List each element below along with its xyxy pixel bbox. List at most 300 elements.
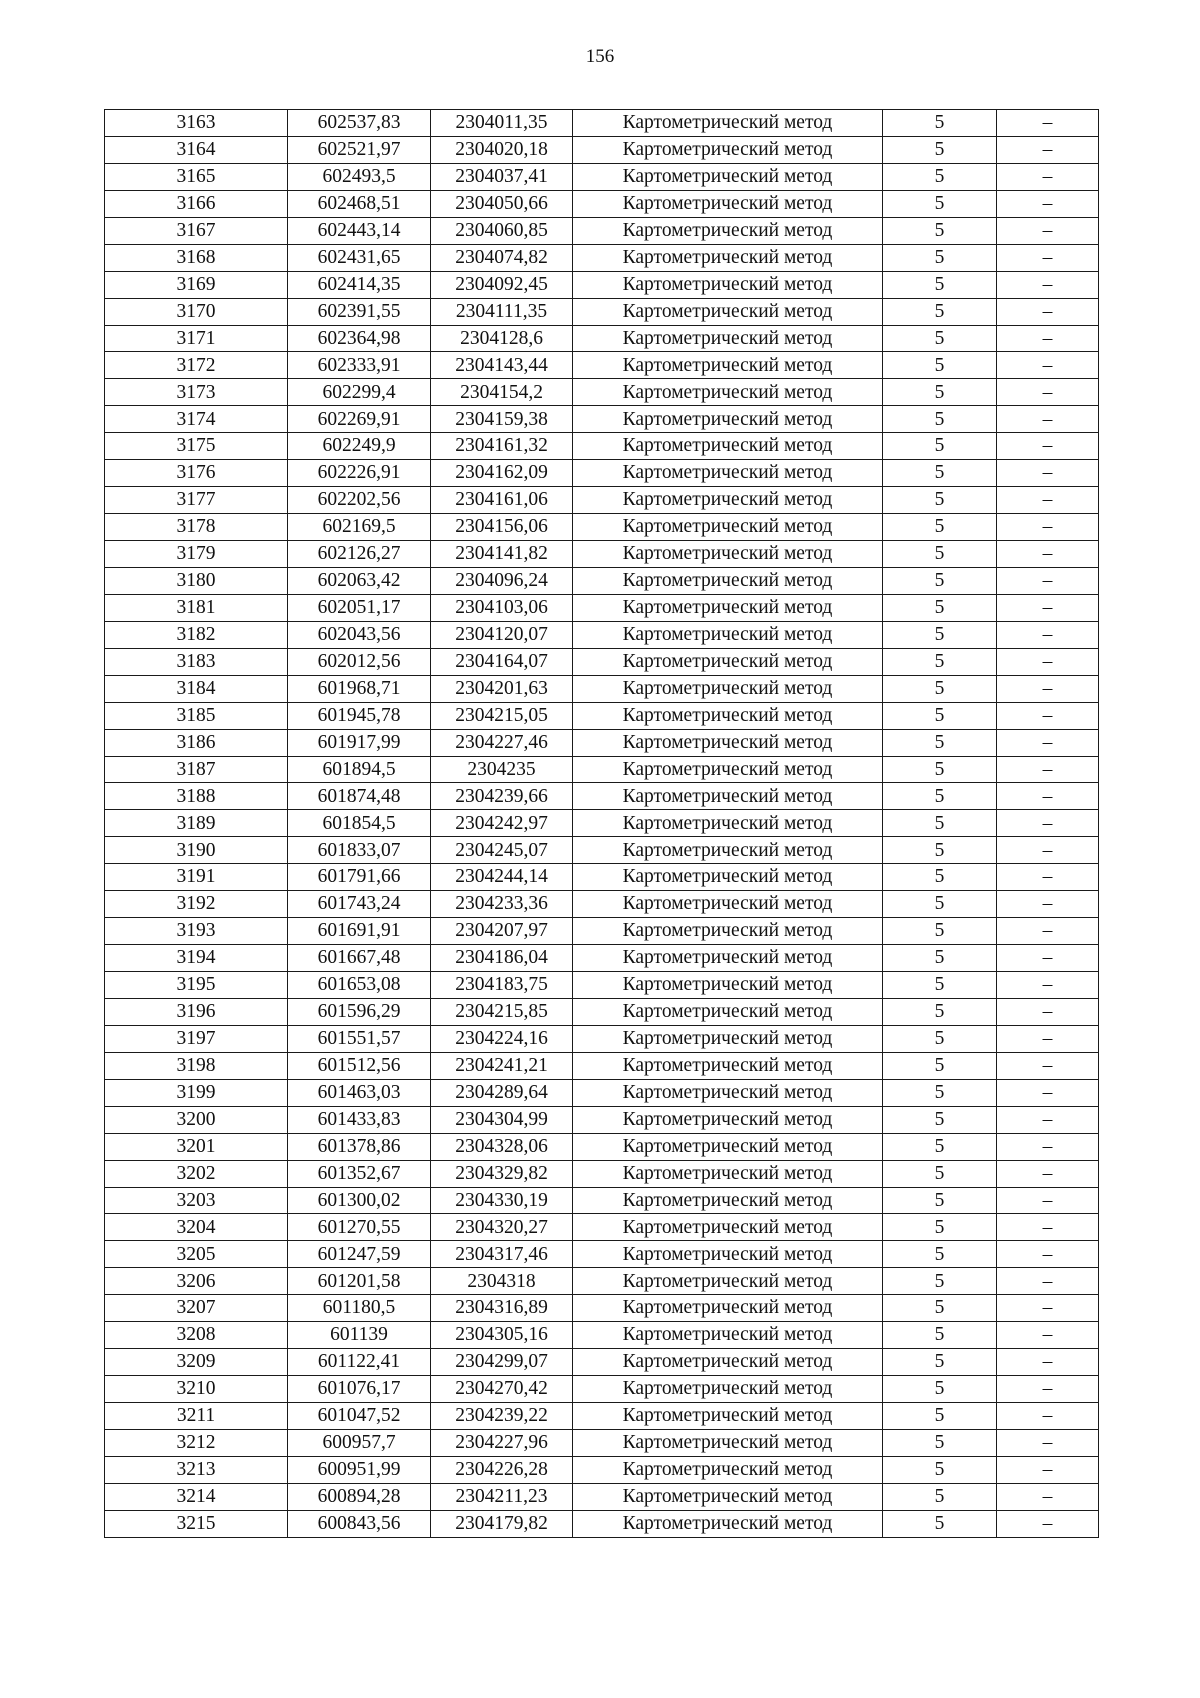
accuracy-cell: 5 — [883, 594, 997, 621]
note-cell: – — [997, 110, 1099, 137]
table-row — [105, 675, 1099, 702]
note-cell: – — [997, 837, 1099, 864]
coordinate-x-cell: 601854,5 — [288, 810, 431, 837]
accuracy-cell: 5 — [883, 783, 997, 810]
note-cell: – — [997, 1133, 1099, 1160]
point-number-cell: 3163 — [105, 110, 288, 137]
point-number-cell: 3180 — [105, 567, 288, 594]
method-cell: Картометрический метод — [573, 621, 883, 648]
table-row — [105, 217, 1099, 244]
coordinate-x-cell: 601917,99 — [288, 729, 431, 756]
point-number-cell: 3185 — [105, 702, 288, 729]
point-number-cell: 3196 — [105, 998, 288, 1025]
accuracy-cell: 5 — [883, 1429, 997, 1456]
coordinate-y-cell: 2304233,36 — [431, 891, 573, 918]
note-cell: – — [997, 406, 1099, 433]
note-cell: – — [997, 433, 1099, 460]
coordinate-y-cell: 2304120,07 — [431, 621, 573, 648]
method-cell: Картометрический метод — [573, 1376, 883, 1403]
point-number-cell: 3176 — [105, 460, 288, 487]
point-number-cell: 3205 — [105, 1241, 288, 1268]
accuracy-cell: 5 — [883, 136, 997, 163]
coordinate-y-cell: 2304328,06 — [431, 1133, 573, 1160]
table-row — [105, 567, 1099, 594]
point-number-cell: 3173 — [105, 379, 288, 406]
table-row — [105, 1106, 1099, 1133]
table-row — [105, 998, 1099, 1025]
accuracy-cell: 5 — [883, 1268, 997, 1295]
table-row — [105, 1052, 1099, 1079]
table-row — [105, 918, 1099, 945]
table-row — [105, 621, 1099, 648]
table-row — [105, 514, 1099, 541]
point-number-cell: 3195 — [105, 972, 288, 999]
coordinate-y-cell: 2304318 — [431, 1268, 573, 1295]
method-cell: Картометрический метод — [573, 163, 883, 190]
accuracy-cell: 5 — [883, 1214, 997, 1241]
note-cell: – — [997, 244, 1099, 271]
note-cell: – — [997, 163, 1099, 190]
table-row — [105, 244, 1099, 271]
note-cell: – — [997, 1025, 1099, 1052]
coordinate-y-cell: 2304156,06 — [431, 514, 573, 541]
coordinate-y-cell: 2304235 — [431, 756, 573, 783]
accuracy-cell: 5 — [883, 1160, 997, 1187]
accuracy-cell: 5 — [883, 1376, 997, 1403]
table-row — [105, 1268, 1099, 1295]
point-number-cell: 3188 — [105, 783, 288, 810]
note-cell: – — [997, 325, 1099, 352]
accuracy-cell: 5 — [883, 1079, 997, 1106]
note-cell: – — [997, 675, 1099, 702]
coordinate-y-cell: 2304161,32 — [431, 433, 573, 460]
method-cell: Картометрический метод — [573, 1456, 883, 1483]
point-number-cell: 3175 — [105, 433, 288, 460]
table-row — [105, 487, 1099, 514]
method-cell: Картометрический метод — [573, 891, 883, 918]
method-cell: Картометрический метод — [573, 1052, 883, 1079]
coordinate-y-cell: 2304162,09 — [431, 460, 573, 487]
note-cell: – — [997, 1295, 1099, 1322]
coordinate-y-cell: 2304241,21 — [431, 1052, 573, 1079]
method-cell: Картометрический метод — [573, 1133, 883, 1160]
point-number-cell: 3197 — [105, 1025, 288, 1052]
note-cell: – — [997, 1241, 1099, 1268]
note-cell: – — [997, 783, 1099, 810]
accuracy-cell: 5 — [883, 271, 997, 298]
method-cell: Картометрический метод — [573, 110, 883, 137]
accuracy-cell: 5 — [883, 541, 997, 568]
note-cell: – — [997, 1160, 1099, 1187]
point-number-cell: 3186 — [105, 729, 288, 756]
method-cell: Картометрический метод — [573, 675, 883, 702]
method-cell: Картометрический метод — [573, 594, 883, 621]
method-cell: Картометрический метод — [573, 325, 883, 352]
table-row — [105, 1403, 1099, 1430]
accuracy-cell: 5 — [883, 1483, 997, 1510]
table-row — [105, 163, 1099, 190]
method-cell: Картометрический метод — [573, 783, 883, 810]
coordinate-x-cell: 602202,56 — [288, 487, 431, 514]
point-number-cell: 3189 — [105, 810, 288, 837]
note-cell: – — [997, 648, 1099, 675]
note-cell: – — [997, 1429, 1099, 1456]
point-number-cell: 3198 — [105, 1052, 288, 1079]
note-cell: – — [997, 487, 1099, 514]
note-cell: – — [997, 136, 1099, 163]
coordinate-x-cell: 601270,55 — [288, 1214, 431, 1241]
point-number-cell: 3174 — [105, 406, 288, 433]
method-cell: Картометрический метод — [573, 217, 883, 244]
point-number-cell: 3207 — [105, 1295, 288, 1322]
point-number-cell: 3201 — [105, 1133, 288, 1160]
coordinate-y-cell: 2304242,97 — [431, 810, 573, 837]
coordinate-x-cell: 600843,56 — [288, 1510, 431, 1537]
method-cell: Картометрический метод — [573, 1349, 883, 1376]
method-cell: Картометрический метод — [573, 487, 883, 514]
method-cell: Картометрический метод — [573, 864, 883, 891]
method-cell: Картометрический метод — [573, 1510, 883, 1537]
coordinate-y-cell: 2304050,66 — [431, 190, 573, 217]
table-row — [105, 729, 1099, 756]
coordinate-x-cell: 601653,08 — [288, 972, 431, 999]
accuracy-cell: 5 — [883, 514, 997, 541]
table-row — [105, 945, 1099, 972]
coordinate-y-cell: 2304244,14 — [431, 864, 573, 891]
note-cell: – — [997, 729, 1099, 756]
accuracy-cell: 5 — [883, 918, 997, 945]
accuracy-cell: 5 — [883, 864, 997, 891]
table-row — [105, 648, 1099, 675]
coordinate-y-cell: 2304239,22 — [431, 1403, 573, 1430]
accuracy-cell: 5 — [883, 567, 997, 594]
method-cell: Картометрический метод — [573, 1322, 883, 1349]
note-cell: – — [997, 271, 1099, 298]
table-row — [105, 972, 1099, 999]
coordinate-x-cell: 602537,83 — [288, 110, 431, 137]
table-row — [105, 541, 1099, 568]
coordinate-x-cell: 601743,24 — [288, 891, 431, 918]
accuracy-cell: 5 — [883, 702, 997, 729]
note-cell: – — [997, 918, 1099, 945]
note-cell: – — [997, 1187, 1099, 1214]
accuracy-cell: 5 — [883, 1106, 997, 1133]
point-number-cell: 3170 — [105, 298, 288, 325]
method-cell: Картометрический метод — [573, 1483, 883, 1510]
coordinate-x-cell: 600894,28 — [288, 1483, 431, 1510]
note-cell: – — [997, 621, 1099, 648]
coordinate-x-cell: 601139 — [288, 1322, 431, 1349]
table-row — [105, 1187, 1099, 1214]
coordinate-x-cell: 601352,67 — [288, 1160, 431, 1187]
coordinate-x-cell: 602169,5 — [288, 514, 431, 541]
accuracy-cell: 5 — [883, 110, 997, 137]
accuracy-cell: 5 — [883, 1510, 997, 1537]
method-cell: Картометрический метод — [573, 567, 883, 594]
coordinate-y-cell: 2304092,45 — [431, 271, 573, 298]
table-row — [105, 756, 1099, 783]
coordinate-x-cell: 601945,78 — [288, 702, 431, 729]
accuracy-cell: 5 — [883, 433, 997, 460]
table-row — [105, 1429, 1099, 1456]
point-number-cell: 3204 — [105, 1214, 288, 1241]
accuracy-cell: 5 — [883, 1025, 997, 1052]
accuracy-cell: 5 — [883, 244, 997, 271]
method-cell: Картометрический метод — [573, 1025, 883, 1052]
note-cell: – — [997, 864, 1099, 891]
method-cell: Картометрический метод — [573, 1241, 883, 1268]
coordinate-x-cell: 601968,71 — [288, 675, 431, 702]
point-number-cell: 3177 — [105, 487, 288, 514]
method-cell: Картометрический метод — [573, 1403, 883, 1430]
coordinate-x-cell: 602468,51 — [288, 190, 431, 217]
note-cell: – — [997, 810, 1099, 837]
note-cell: – — [997, 594, 1099, 621]
point-number-cell: 3213 — [105, 1456, 288, 1483]
coordinate-y-cell: 2304227,96 — [431, 1429, 573, 1456]
point-number-cell: 3181 — [105, 594, 288, 621]
point-number-cell: 3211 — [105, 1403, 288, 1430]
method-cell: Картометрический метод — [573, 729, 883, 756]
coordinate-x-cell: 601551,57 — [288, 1025, 431, 1052]
note-cell: – — [997, 352, 1099, 379]
coordinate-y-cell: 2304161,06 — [431, 487, 573, 514]
coordinate-y-cell: 2304245,07 — [431, 837, 573, 864]
coordinate-x-cell: 601667,48 — [288, 945, 431, 972]
coordinate-y-cell: 2304011,35 — [431, 110, 573, 137]
coordinate-x-cell: 601378,86 — [288, 1133, 431, 1160]
note-cell: – — [997, 460, 1099, 487]
table-row — [105, 594, 1099, 621]
coordinate-y-cell: 2304183,75 — [431, 972, 573, 999]
method-cell: Картометрический метод — [573, 1429, 883, 1456]
coordinate-y-cell: 2304215,85 — [431, 998, 573, 1025]
note-cell: – — [997, 1214, 1099, 1241]
coordinate-y-cell: 2304239,66 — [431, 783, 573, 810]
accuracy-cell: 5 — [883, 1295, 997, 1322]
method-cell: Картометрический метод — [573, 1160, 883, 1187]
coordinate-y-cell: 2304020,18 — [431, 136, 573, 163]
table-row — [105, 1322, 1099, 1349]
point-number-cell: 3209 — [105, 1349, 288, 1376]
point-number-cell: 3203 — [105, 1187, 288, 1214]
coordinate-y-cell: 2304143,44 — [431, 352, 573, 379]
coordinate-x-cell: 602333,91 — [288, 352, 431, 379]
method-cell: Картометрический метод — [573, 379, 883, 406]
point-number-cell: 3200 — [105, 1106, 288, 1133]
table-row — [105, 110, 1099, 137]
method-cell: Картометрический метод — [573, 1295, 883, 1322]
coordinate-y-cell: 2304316,89 — [431, 1295, 573, 1322]
accuracy-cell: 5 — [883, 1052, 997, 1079]
accuracy-cell: 5 — [883, 1241, 997, 1268]
note-cell: – — [997, 1510, 1099, 1537]
table-row — [105, 325, 1099, 352]
note-cell: – — [997, 541, 1099, 568]
table-row — [105, 1025, 1099, 1052]
note-cell: – — [997, 1483, 1099, 1510]
point-number-cell: 3199 — [105, 1079, 288, 1106]
table-row — [105, 1456, 1099, 1483]
method-cell: Картометрический метод — [573, 918, 883, 945]
coordinate-x-cell: 601433,83 — [288, 1106, 431, 1133]
point-number-cell: 3202 — [105, 1160, 288, 1187]
coordinate-x-cell: 602226,91 — [288, 460, 431, 487]
accuracy-cell: 5 — [883, 352, 997, 379]
table-row — [105, 1241, 1099, 1268]
coordinate-x-cell: 601047,52 — [288, 1403, 431, 1430]
method-cell: Картометрический метод — [573, 648, 883, 675]
coordinate-x-cell: 601463,03 — [288, 1079, 431, 1106]
accuracy-cell: 5 — [883, 1349, 997, 1376]
coordinate-y-cell: 2304060,85 — [431, 217, 573, 244]
accuracy-cell: 5 — [883, 298, 997, 325]
coordinate-x-cell: 600957,7 — [288, 1429, 431, 1456]
note-cell: – — [997, 1052, 1099, 1079]
method-cell: Картометрический метод — [573, 271, 883, 298]
accuracy-cell: 5 — [883, 729, 997, 756]
note-cell: – — [997, 702, 1099, 729]
point-number-cell: 3164 — [105, 136, 288, 163]
coordinate-y-cell: 2304186,04 — [431, 945, 573, 972]
accuracy-cell: 5 — [883, 621, 997, 648]
coordinate-y-cell: 2304227,46 — [431, 729, 573, 756]
coordinate-x-cell: 602012,56 — [288, 648, 431, 675]
note-cell: – — [997, 1403, 1099, 1430]
coordinate-y-cell: 2304317,46 — [431, 1241, 573, 1268]
coordinate-x-cell: 602249,9 — [288, 433, 431, 460]
coordinate-y-cell: 2304037,41 — [431, 163, 573, 190]
accuracy-cell: 5 — [883, 325, 997, 352]
point-number-cell: 3172 — [105, 352, 288, 379]
coordinate-x-cell: 602391,55 — [288, 298, 431, 325]
note-cell: – — [997, 1106, 1099, 1133]
table-row — [105, 433, 1099, 460]
coordinate-y-cell: 2304179,82 — [431, 1510, 573, 1537]
table-row — [105, 1510, 1099, 1537]
accuracy-cell: 5 — [883, 756, 997, 783]
accuracy-cell: 5 — [883, 1133, 997, 1160]
coordinate-x-cell: 602063,42 — [288, 567, 431, 594]
note-cell: – — [997, 1376, 1099, 1403]
table-row — [105, 1214, 1099, 1241]
table-row — [105, 406, 1099, 433]
method-cell: Картометрический метод — [573, 1106, 883, 1133]
table-row — [105, 702, 1099, 729]
point-number-cell: 3187 — [105, 756, 288, 783]
coordinates-table — [104, 109, 1099, 1538]
point-number-cell: 3194 — [105, 945, 288, 972]
method-cell: Картометрический метод — [573, 541, 883, 568]
table-row — [105, 864, 1099, 891]
note-cell: – — [997, 998, 1099, 1025]
method-cell: Картометрический метод — [573, 514, 883, 541]
table-row — [105, 352, 1099, 379]
coordinate-y-cell: 2304164,07 — [431, 648, 573, 675]
note-cell: – — [997, 945, 1099, 972]
coordinate-y-cell: 2304226,28 — [431, 1456, 573, 1483]
point-number-cell: 3212 — [105, 1429, 288, 1456]
method-cell: Картометрический метод — [573, 298, 883, 325]
method-cell: Картометрический метод — [573, 244, 883, 271]
point-number-cell: 3192 — [105, 891, 288, 918]
method-cell: Картометрический метод — [573, 1187, 883, 1214]
point-number-cell: 3210 — [105, 1376, 288, 1403]
table-row — [105, 190, 1099, 217]
method-cell: Картометрический метод — [573, 702, 883, 729]
accuracy-cell: 5 — [883, 1403, 997, 1430]
accuracy-cell: 5 — [883, 487, 997, 514]
table-row — [105, 460, 1099, 487]
coordinate-y-cell: 2304096,24 — [431, 567, 573, 594]
note-cell: – — [997, 1322, 1099, 1349]
note-cell: – — [997, 1268, 1099, 1295]
table-row — [105, 837, 1099, 864]
coordinate-y-cell: 2304141,82 — [431, 541, 573, 568]
table-row — [105, 1376, 1099, 1403]
accuracy-cell: 5 — [883, 648, 997, 675]
table-row — [105, 379, 1099, 406]
coordinate-x-cell: 602443,14 — [288, 217, 431, 244]
coordinate-x-cell: 602431,65 — [288, 244, 431, 271]
method-cell: Картометрический метод — [573, 406, 883, 433]
method-cell: Картометрический метод — [573, 998, 883, 1025]
accuracy-cell: 5 — [883, 1322, 997, 1349]
point-number-cell: 3208 — [105, 1322, 288, 1349]
table-row — [105, 1133, 1099, 1160]
coordinate-y-cell: 2304299,07 — [431, 1349, 573, 1376]
table-row — [105, 271, 1099, 298]
table-row — [105, 1079, 1099, 1106]
coordinate-y-cell: 2304201,63 — [431, 675, 573, 702]
note-cell: – — [997, 756, 1099, 783]
accuracy-cell: 5 — [883, 891, 997, 918]
method-cell: Картометрический метод — [573, 945, 883, 972]
point-number-cell: 3168 — [105, 244, 288, 271]
accuracy-cell: 5 — [883, 406, 997, 433]
coordinate-x-cell: 601691,91 — [288, 918, 431, 945]
table-row — [105, 810, 1099, 837]
accuracy-cell: 5 — [883, 163, 997, 190]
point-number-cell: 3182 — [105, 621, 288, 648]
coordinate-x-cell: 602051,17 — [288, 594, 431, 621]
point-number-cell: 3165 — [105, 163, 288, 190]
table-row — [105, 1349, 1099, 1376]
coordinate-x-cell: 601300,02 — [288, 1187, 431, 1214]
coordinate-y-cell: 2304154,2 — [431, 379, 573, 406]
accuracy-cell: 5 — [883, 972, 997, 999]
point-number-cell: 3206 — [105, 1268, 288, 1295]
note-cell: – — [997, 298, 1099, 325]
method-cell: Картометрический метод — [573, 1079, 883, 1106]
coordinate-y-cell: 2304103,06 — [431, 594, 573, 621]
coordinate-y-cell: 2304111,35 — [431, 298, 573, 325]
coordinate-y-cell: 2304330,19 — [431, 1187, 573, 1214]
accuracy-cell: 5 — [883, 379, 997, 406]
note-cell: – — [997, 1079, 1099, 1106]
coordinate-x-cell: 602521,97 — [288, 136, 431, 163]
coordinate-y-cell: 2304329,82 — [431, 1160, 573, 1187]
coordinate-x-cell: 602299,4 — [288, 379, 431, 406]
point-number-cell: 3169 — [105, 271, 288, 298]
method-cell: Картометрический метод — [573, 810, 883, 837]
point-number-cell: 3184 — [105, 675, 288, 702]
note-cell: – — [997, 972, 1099, 999]
method-cell: Картометрический метод — [573, 837, 883, 864]
table-row — [105, 891, 1099, 918]
accuracy-cell: 5 — [883, 945, 997, 972]
coordinate-x-cell: 601122,41 — [288, 1349, 431, 1376]
